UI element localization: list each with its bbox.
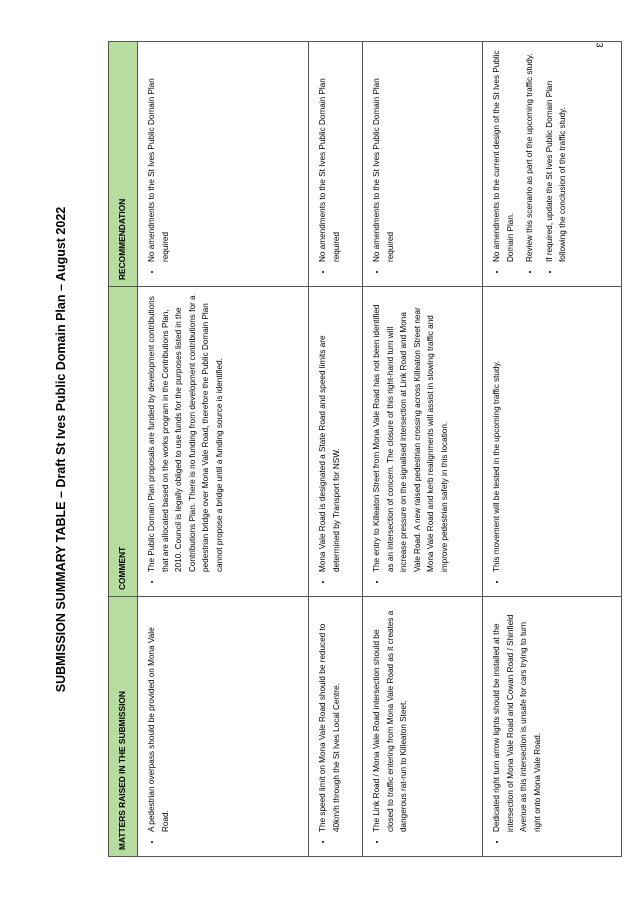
bullet-item: • A pedestrian overpass should be provided on Mona Vale Road.: [145, 605, 172, 832]
bullet-item: • The speed limit on Mona Vale Road should be reduced to 40km/h through the St Ives Local Centre.: [316, 605, 343, 832]
recommendation-cell: [363, 42, 483, 287]
header-matters: MATTERS RAISED IN THE SUBMISSION: [109, 597, 138, 857]
bullet-item: • No amendments to the current design of the St Ives Public Domain Plan.: [490, 50, 517, 262]
table-row: [483, 42, 622, 857]
table-row: [138, 42, 309, 857]
page-title: SUBMISSION SUMMARY TABLE – Draft St Ives Public Domain Plan – August 2022: [54, 206, 68, 693]
recommendation-cell: [483, 42, 622, 287]
submission-summary-table: [108, 41, 622, 857]
comment-cell: [138, 287, 309, 597]
bullet-item: • The Public Domain Plan proposals are funded by development contributions that are allocated based on the works program in the Contributions Plan, 2010. Council is legally obliged to use funds for the purposes listed in the Contributions Plan. There is no funding from development contributions for a pedestrian bridge over Mona Vale Road, therefore the Public Domain Plan cannot propose a bridge until a funding source is identified.: [145, 295, 227, 572]
comment-cell: [363, 287, 483, 597]
comment-cell: [309, 287, 363, 597]
bullet-item: • If required, update the St Ives Public Domain Plan following the conclusion of the traffic study.: [543, 50, 570, 262]
matters-cell: [483, 597, 622, 857]
bullet-item: • Review this scenario as part of the upcoming traffic study.: [523, 50, 537, 262]
matters-cell: [309, 597, 363, 857]
bullet-item: • No amendments to the St Ives Public Domain Plan required: [145, 50, 172, 262]
recommendation-cell: [309, 42, 363, 287]
table-row: [309, 42, 363, 857]
matters-cell: [138, 597, 309, 857]
bullet-item: • The entry to Killeaton Street from Mona Vale Road has not been identified as an intersection of concern. The closure of this right-hand turn will increase pressure on the signalised intersection at Link Road and Mona Vale Road. A new raised pedestrian crossing across Killeaton Street near Mona Vale Road and kerb realignments will assist in slowing traffic and improve pedestrian safety in this location.: [370, 295, 452, 572]
page-number: 3: [594, 42, 605, 48]
bullet-item: • Dedicated right turn arrow lights should be installed at the intersection of Mona Vale Road and Cowan Road / Shinfield Avenue as this intersection is unsafe for cars trying to turn right onto Mona Vale Road.: [490, 605, 544, 832]
bullet-item: • No amendments to the St Ives Public Domain Plan required: [316, 50, 343, 262]
bullet-item: • No amendments to the St Ives Public Domain Plan required: [370, 50, 397, 262]
rotated-page-content: [52, 42, 597, 857]
table-header-row: [109, 42, 138, 857]
bullet-item: • The Link Road / Mona Vale Road intersection should be closed to traffic entering from Mona Vale Road as it creates a dangerous rat-run to Killeaton Steet.: [370, 605, 411, 832]
matters-cell: [363, 597, 483, 857]
bullet-item: • Mona Vale Road is designated a State Road and speed limits are determined by Transport for NSW.: [316, 295, 343, 572]
recommendation-cell: [138, 42, 309, 287]
comment-cell: [483, 287, 622, 597]
header-recommendation: RECOMMENDATION: [109, 42, 138, 287]
bullet-item: • This movement will be tested in the upcoming traffic study.: [490, 295, 504, 572]
header-comment: COMMENT: [109, 287, 138, 597]
table-row: [363, 42, 483, 857]
